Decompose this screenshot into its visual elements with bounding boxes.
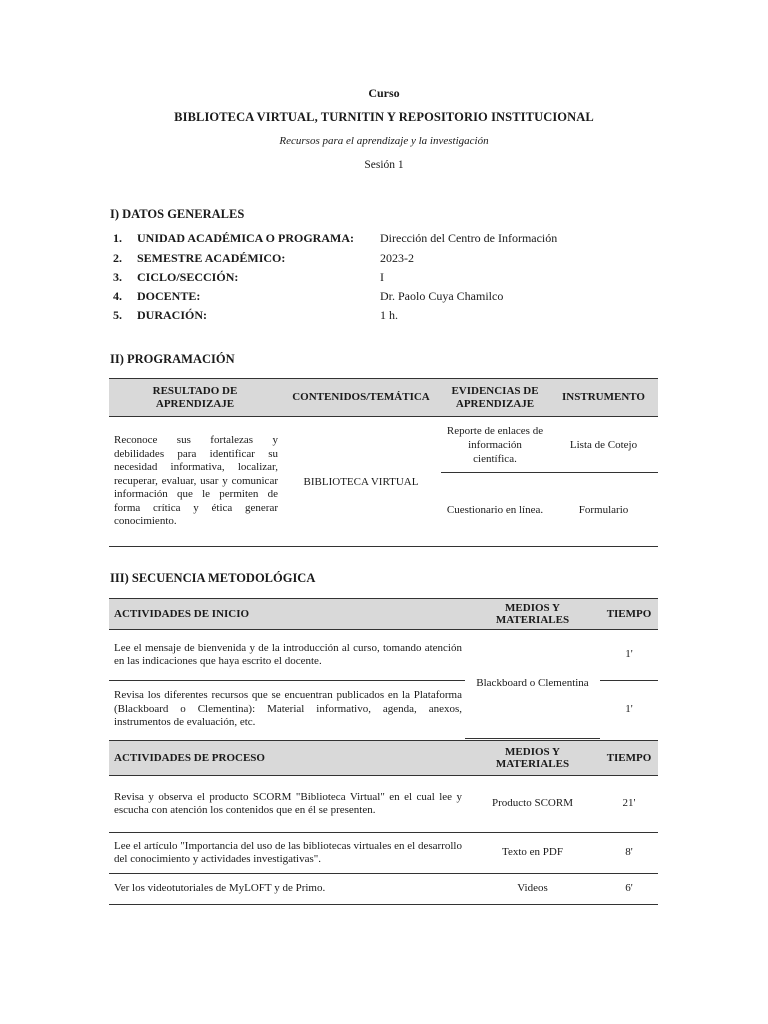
general-row-label: DURACIÓN: — [137, 308, 207, 322]
general-heading: I) DATOS GENERALES — [110, 207, 245, 221]
tiempo-cell: 1' — [625, 702, 633, 715]
tiempo-cell: 8' — [600, 833, 658, 874]
tiempo-cell: 21' — [600, 776, 658, 833]
actividad-cell: Revisa y observa el producto SCORM "Biblioteca Virtual" en el cual lee y escucha con atención los contenidos que en él se presenten. — [109, 776, 465, 833]
medios-cell: Texto en PDF — [465, 833, 600, 874]
column-header: TIEMPO — [600, 741, 658, 776]
general-row — [113, 308, 673, 324]
general-row-value: Dr. Paolo Cuya Chamilco — [380, 289, 504, 303]
general-row-value: 2023-2 — [380, 251, 414, 265]
course-label: Curso — [368, 86, 400, 100]
instrumento-cell: Formulario — [549, 473, 658, 547]
general-row-num: 2. — [113, 251, 122, 265]
general-row-value: Dirección del Centro de Información — [380, 231, 558, 245]
actividad-cell: Revisa los diferentes recursos que se encuentran publicados en la Plataforma (Blackboard o Clementina): Material informativo, agenda, anexos, instrumentos de evaluación, etc. — [114, 689, 462, 729]
table-row — [109, 874, 658, 905]
table-header-row — [109, 741, 658, 776]
column-header: TIEMPO — [600, 599, 658, 630]
general-row-value: 1 h. — [380, 308, 398, 322]
column-header: RESULTADO DE APRENDIZAJE — [109, 379, 281, 417]
table-header-row — [109, 379, 658, 417]
general-row-label: CICLO/SECCIÓN: — [137, 270, 239, 284]
instrumento-cell: Lista de Cotejo — [549, 417, 658, 473]
general-row-num: 4. — [113, 289, 122, 303]
evidencia-cell: Cuestionario en línea. — [441, 473, 549, 547]
general-row-num: 5. — [113, 308, 122, 322]
session-label: Sesión 1 — [364, 159, 404, 171]
table-row — [109, 776, 658, 833]
column-header: MEDIOS Y MATERIALES — [465, 599, 600, 630]
general-row — [113, 231, 673, 247]
medios-cell: Videos — [465, 874, 600, 905]
resultado-cell: Reconoce sus fortalezas y debilidades para identificar su necesidad informativa, localizar, recuperar, evaluar, usar y comunicar información que le permiten de forma crítica y ética generar conocimiento. — [109, 417, 281, 547]
medios-cell: Producto SCORM — [465, 776, 600, 833]
medios-cell: Blackboard o Clementina — [465, 630, 600, 739]
contenido-cell: BIBLIOTECA VIRTUAL — [281, 417, 441, 547]
column-header: EVIDENCIAS DE APRENDIZAJE — [441, 379, 549, 417]
column-header: MEDIOS Y MATERIALES — [465, 741, 600, 776]
general-row — [113, 270, 673, 286]
programacion-table — [109, 378, 658, 547]
actividad-cell: Lee el artículo "Importancia del uso de las bibliotecas virtuales en el desarrollo del conocimiento y actividades investigativas". — [109, 833, 465, 874]
column-header: ACTIVIDADES DE PROCESO — [109, 741, 465, 776]
general-row-value: I — [380, 270, 384, 284]
actividad-cell: Ver los videotutoriales de MyLOFT y de Primo. — [109, 874, 465, 905]
tiempo-cell: 6' — [600, 874, 658, 905]
programacion-heading: II) PROGRAMACIÓN — [110, 352, 235, 366]
table-header-row — [109, 599, 658, 630]
column-header: ACTIVIDADES DE INICIO — [109, 599, 465, 630]
table-row — [109, 630, 658, 681]
general-row-label: DOCENTE: — [137, 289, 201, 303]
secuencia-heading: III) SECUENCIA METODOLÓGICA — [110, 571, 316, 585]
tiempo-cell: 1' — [600, 630, 658, 681]
course-subtitle: Recursos para el aprendizaje y la investigación — [279, 135, 489, 147]
table-row — [109, 833, 658, 874]
general-row — [113, 251, 673, 267]
course-title: BIBLIOTECA VIRTUAL, TURNITIN Y REPOSITORIO INSTITUCIONAL — [174, 110, 594, 124]
actividad-cell: Lee el mensaje de bienvenida y de la introducción al curso, tomando atención en las indicaciones que haya escrito el docente. — [109, 630, 465, 681]
proceso-table — [109, 740, 658, 905]
column-header: CONTENIDOS/TEMÁTICA — [281, 379, 441, 417]
table-row — [109, 417, 658, 473]
column-header: INSTRUMENTO — [549, 379, 658, 417]
general-row-num: 3. — [113, 270, 122, 284]
evidencia-cell: Reporte de enlaces de información científica. — [441, 417, 549, 473]
inicio-table — [109, 598, 658, 739]
general-row — [113, 289, 673, 305]
general-row-label: UNIDAD ACADÉMICA O PROGRAMA: — [137, 231, 354, 245]
general-row-label: SEMESTRE ACADÉMICO: — [137, 251, 286, 265]
general-row-num: 1. — [113, 231, 122, 245]
